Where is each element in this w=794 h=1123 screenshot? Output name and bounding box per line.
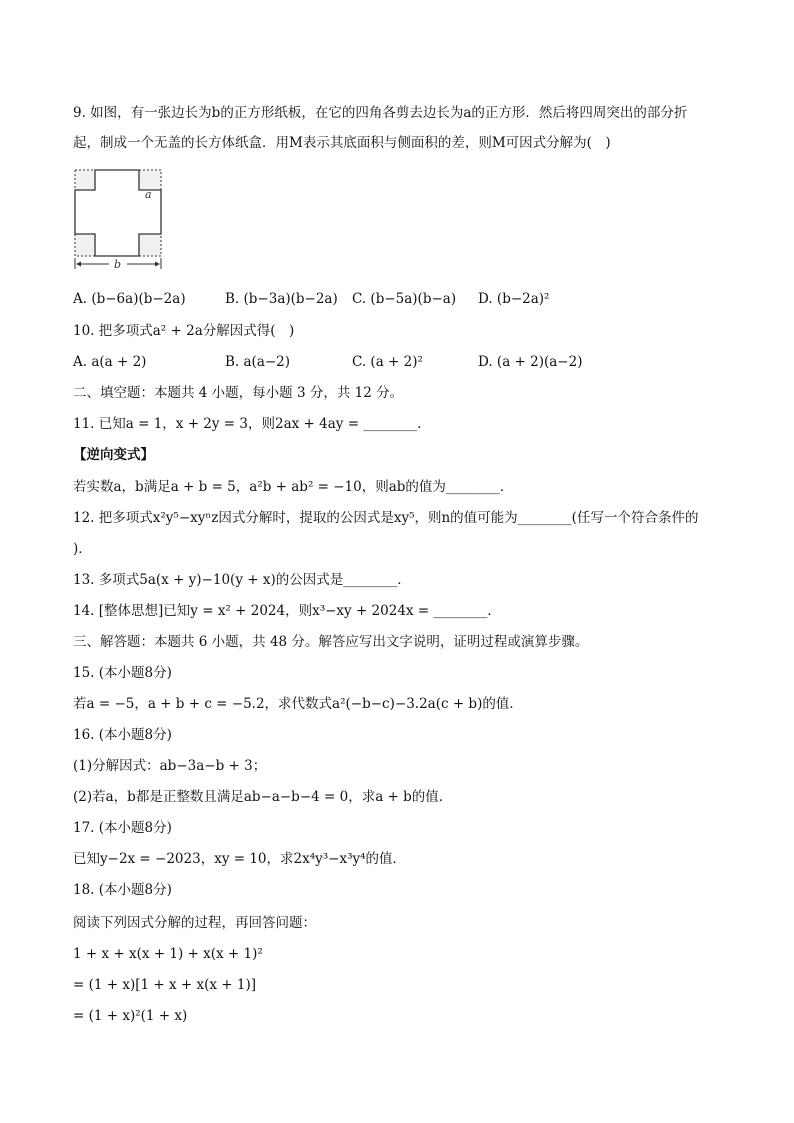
square-cut-corners-diagram — [73, 168, 165, 276]
q9-option-d[interactable]: D. (b−2a)² — [478, 291, 550, 307]
q9-option-b[interactable]: B. (b−3a)(b−2a) — [225, 291, 338, 307]
q10-stem: 10. 把多项式a² + 2a分解因式得( ) — [73, 323, 295, 339]
q15-heading: 15. (本小题8分) — [73, 665, 172, 681]
q10-option-d[interactable]: D. (a + 2)(a−2) — [478, 354, 583, 370]
section-answer-heading: 三、解答题：本题共 6 小题，共 48 分。解答应写出文字说明，证明过程或演算步骤。 — [73, 634, 589, 650]
q18-step3: = (1 + x)²(1 + x) — [73, 1008, 188, 1024]
q18-step1: 1 + x + x(x + 1) + x(x + 1)² — [73, 946, 263, 962]
q18-heading: 18. (本小题8分) — [73, 882, 172, 898]
label-b: b — [114, 258, 122, 271]
q9-line1: 9. 如图，有一张边长为b的正方形纸板，在它的四角各剪去边长为a的正方形．然后将四周突出的部分折 — [73, 105, 688, 121]
box-net-figure — [73, 168, 165, 280]
q12-line2: )． — [73, 541, 92, 557]
reverse-variant-text: 若实数a，b满足a + b = 5，a²b + ab² = −10，则ab的值为________． — [73, 479, 514, 495]
q16-part2: (2)若a，b都是正整数且满足ab−a−b−4 = 0，求a + b的值． — [73, 789, 453, 805]
q10-option-c[interactable]: C. (a + 2)² — [352, 354, 423, 370]
q9-option-c[interactable]: C. (b−5a)(b−a) — [352, 291, 457, 307]
q18-intro: 阅读下列因式分解的过程，再回答问题： — [73, 915, 316, 931]
q12-line1: 12. 把多项式x²y⁵−xyⁿz因式分解时，提取的公因式是xy⁵，则n的值可能为________(任写一个符合条件的 — [73, 510, 699, 526]
q14: 14. [整体思想]已知y = x² + 2024，则x³−xy + 2024x = ________． — [73, 603, 501, 619]
q15-text: 若a = −5，a + b + c = −5.2，求代数式a²(−b−c)−3.2a(c + b)的值． — [73, 696, 523, 712]
section-fill-in-heading: 二、填空题：本题共 4 小题，每小题 3 分，共 12 分。 — [73, 385, 404, 401]
q16-part1: (1)分解因式：ab−3a−b + 3； — [73, 758, 267, 774]
q13: 13. 多项式5a(x + y)−10(y + x)的公因式是________． — [73, 572, 411, 588]
reverse-variant-title: 【逆向变式】 — [73, 447, 154, 463]
q17-heading: 17. (本小题8分) — [73, 820, 172, 836]
q16-heading: 16. (本小题8分) — [73, 727, 172, 743]
q10-option-b[interactable]: B. a(a−2) — [225, 354, 291, 370]
q9-option-a[interactable]: A. (b−6a)(b−2a) — [73, 291, 186, 307]
q10-option-a[interactable]: A. a(a + 2) — [73, 354, 147, 370]
q11: 11. 已知a = 1，x + 2y = 3，则2ax + 4ay = ________． — [73, 416, 431, 432]
q17-text: 已知y−2x = −2023，xy = 10，求2x⁴y³−x³y⁴的值． — [73, 851, 407, 867]
label-a: a — [145, 188, 152, 201]
q9-line2: 起，制成一个无盖的长方体纸盒．用M表示其底面积与侧面积的差，则M可因式分解为( ) — [73, 135, 611, 151]
q18-step2: = (1 + x)[1 + x + x(x + 1)] — [73, 977, 257, 993]
